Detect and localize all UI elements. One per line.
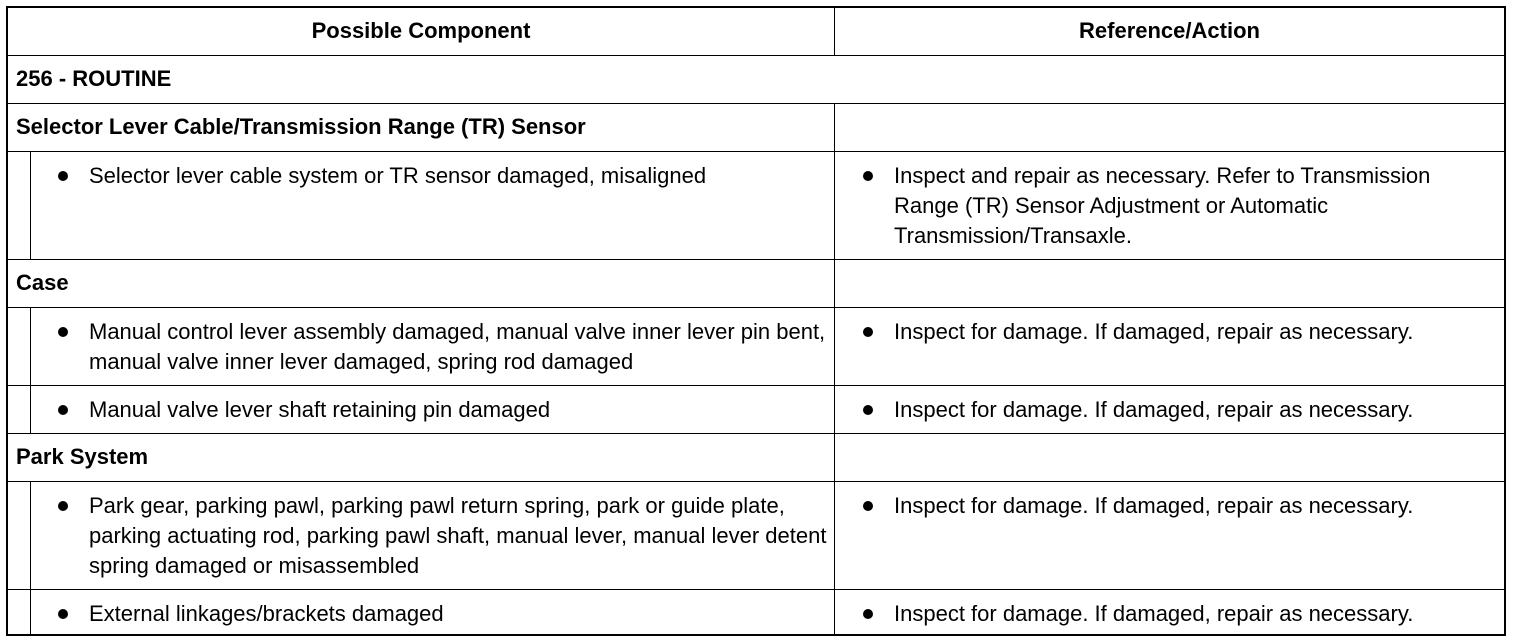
table-row: [8, 481, 1504, 589]
bullet-icon: [58, 171, 68, 181]
section-header-row: [8, 433, 1504, 481]
header-reference-action: Reference/Action: [1079, 18, 1260, 43]
indent-rule: [30, 482, 31, 589]
bullet-icon: [863, 171, 873, 181]
section-action-empty: [835, 434, 1504, 481]
table-header-row: [8, 8, 1504, 55]
component-item: [58, 599, 828, 629]
indent-rule: [30, 590, 31, 634]
component-cell: [8, 482, 835, 589]
component-cell: [8, 386, 835, 433]
bullet-icon: [863, 405, 873, 415]
action-cell: [835, 590, 1504, 634]
bullet-icon: [58, 609, 68, 619]
component-text: Manual valve lever shaft retaining pin damaged: [89, 397, 551, 422]
action-cell: [835, 152, 1504, 259]
header-possible-component: Possible Component: [8, 8, 835, 55]
section-title: Case: [8, 260, 835, 307]
section-header-row: [8, 103, 1504, 151]
action-text: Inspect for damage. If damaged, repair as necessary.: [894, 397, 1414, 422]
action-item: [863, 599, 1498, 629]
component-text: Selector lever cable system or TR sensor damaged, misaligned: [89, 163, 707, 188]
action-item: [863, 317, 1498, 347]
component-text: Park gear, parking pawl, parking pawl return spring, park or guide plate, parking actuating rod, parking pawl shaft, manual lever, manual lever detent spring damaged or misassembled: [89, 493, 827, 578]
section-title: Park System: [8, 434, 835, 481]
bullet-icon: [863, 327, 873, 337]
action-text: Inspect for damage. If damaged, repair as necessary.: [894, 319, 1414, 344]
action-text: Inspect for damage. If damaged, repair as necessary.: [894, 493, 1414, 518]
indent-rule: [30, 386, 31, 433]
component-text: Manual control lever assembly damaged, manual valve inner lever pin bent, manual valve inner lever damaged, spring rod damaged: [89, 319, 826, 374]
table-row: [8, 589, 1504, 634]
table-row: [8, 151, 1504, 259]
component-item: [58, 491, 828, 581]
section-title: Selector Lever Cable/Transmission Range (TR) Sensor: [8, 104, 835, 151]
indent-rule: [30, 308, 31, 385]
bullet-icon: [863, 609, 873, 619]
component-cell: [8, 152, 835, 259]
action-item: [863, 491, 1498, 521]
component-cell: [8, 590, 835, 634]
bullet-icon: [863, 501, 873, 511]
bullet-icon: [58, 405, 68, 415]
diagnostic-table: [6, 6, 1506, 636]
action-cell: [835, 482, 1504, 589]
section-header-row: [8, 259, 1504, 307]
indent-rule: [30, 152, 31, 259]
action-item: [863, 395, 1498, 425]
table-row: [8, 307, 1504, 385]
bullet-icon: [58, 501, 68, 511]
component-item: [58, 395, 828, 425]
action-text: Inspect for damage. If damaged, repair as necessary.: [894, 601, 1414, 626]
routine-title: 256 - ROUTINE: [16, 66, 172, 91]
action-cell: [835, 308, 1504, 385]
section-action-empty: [835, 260, 1504, 307]
bullet-icon: [58, 327, 68, 337]
section-action-empty: [835, 104, 1504, 151]
routine-row: [8, 55, 1504, 103]
action-text: Inspect and repair as necessary. Refer to Transmission Range (TR) Sensor Adjustment or Automatic Transmission/Transaxle.: [894, 163, 1431, 248]
component-item: [58, 161, 828, 191]
component-text: External linkages/brackets damaged: [89, 601, 444, 626]
action-item: [863, 161, 1498, 251]
component-cell: [8, 308, 835, 385]
component-item: [58, 317, 828, 377]
table-row: [8, 385, 1504, 433]
action-cell: [835, 386, 1504, 433]
